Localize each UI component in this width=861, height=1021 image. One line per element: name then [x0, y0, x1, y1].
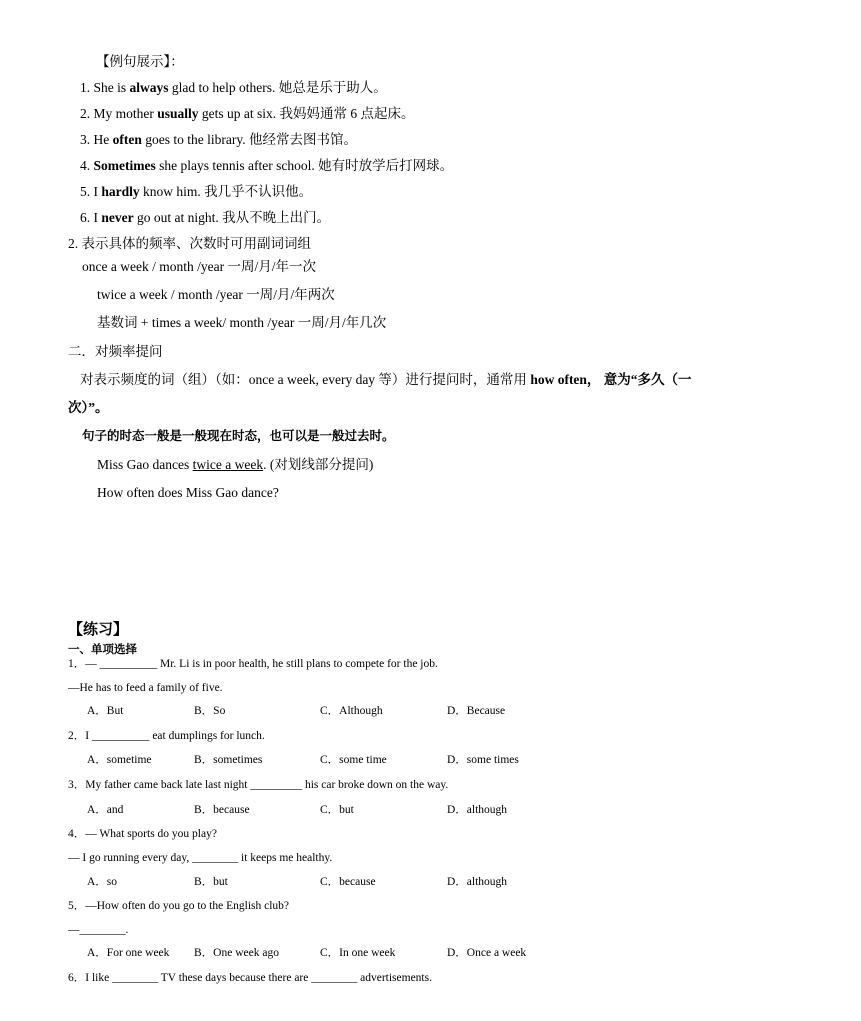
example-5: 5. I hardly know him. 我几乎不认识他。 [80, 184, 313, 199]
section2-heading: 2. 表示具体的频率、次数时可用副词词组 [68, 236, 311, 251]
examples-title: 【例句展示】： [96, 54, 184, 69]
q1-option-c: C．Although [320, 705, 383, 717]
q2-option-a: A．sometime [87, 754, 152, 766]
example-6: 6. I never go out at night. 我从不晚上出门。 [80, 210, 331, 225]
q3-option-c: C．but [320, 804, 354, 816]
question-heading: 二．对频率提问 [68, 344, 163, 359]
example-3: 3. He often goes to the library. 他经常去图书馆。 [80, 132, 357, 147]
tense-note: 句子的时态一般是一般现在时态，也可以是一般过去时。 [82, 428, 395, 443]
phrase-times: 基数词 + times a week/ month /year 一周/月/年几次 [97, 315, 387, 330]
q5-option-d: D．Once a week [447, 947, 527, 959]
q3-option-b: B．because [194, 804, 250, 816]
example-sentence: Miss Gao dances twice a week. (对划线部分提问) [97, 457, 374, 472]
q4-option-b: B．but [194, 876, 228, 888]
q4-line2: — I go running every day, ________ it keeps me healthy. [68, 852, 333, 864]
q3-option-d: D．although [447, 804, 508, 816]
q4-option-d: D．although [447, 876, 508, 888]
phrase-twice: twice a week / month /year 一周/月/年两次 [97, 287, 335, 302]
q1-option-a: A．But [87, 705, 124, 717]
example-answer: How often does Miss Gao dance? [97, 485, 279, 500]
q3-stem: 3．My father came back late last night _________ his car broke down on the way. [68, 779, 449, 791]
q5-line2: —________. [68, 924, 129, 936]
q1-line2: —He has to feed a family of five. [68, 682, 223, 694]
q4-option-c: C．because [320, 876, 376, 888]
q1-option-b: B．So [194, 705, 226, 717]
q5-option-c: C．In one week [320, 947, 396, 959]
example-2: 2. My mother usually gets up at six. 我妈妈通常 6 点起床。 [80, 106, 415, 121]
q2-option-b: B．sometimes [194, 754, 263, 766]
example-1: 1. She is always glad to help others. 她总是乐于助人。 [80, 80, 387, 95]
q4-option-a: A．so [87, 876, 118, 888]
question-paragraph: 对表示频度的词（组）（如：once a week, every day 等）进行提问时，通常用 how often， 意为“多久（一 [80, 372, 692, 387]
q1-option-d: D．Because [447, 705, 506, 717]
practice-title: 【练习】 [68, 620, 129, 638]
phrase-once: once a week / month /year 一周/月/年一次 [82, 259, 316, 274]
q3-option-a: A．and [87, 804, 124, 816]
q1-stem: 1．— __________ Mr. Li is in poor health, he still plans to compete for the job. [68, 658, 438, 670]
q5-option-a: A．For one week [87, 947, 170, 959]
q2-stem: 2．I __________ eat dumplings for lunch. [68, 730, 265, 742]
practice-subtitle: 一、单项选择 [68, 642, 137, 656]
question-paragraph-cont: 次）”。 [68, 400, 109, 415]
q4-stem: 4．— What sports do you play? [68, 828, 217, 840]
q5-option-b: B．One week ago [194, 947, 279, 959]
q2-option-d: D．some times [447, 754, 519, 766]
q6-stem: 6．I like ________ TV these days because there are ________ advertisements. [68, 972, 432, 984]
underlined-phrase: twice a week [192, 457, 264, 472]
q2-option-c: C．some time [320, 754, 387, 766]
example-4: 4. Sometimes she plays tennis after school. 她有时放学后打网球。 [80, 158, 454, 173]
q5-stem: 5．—How often do you go to the English club? [68, 900, 290, 912]
